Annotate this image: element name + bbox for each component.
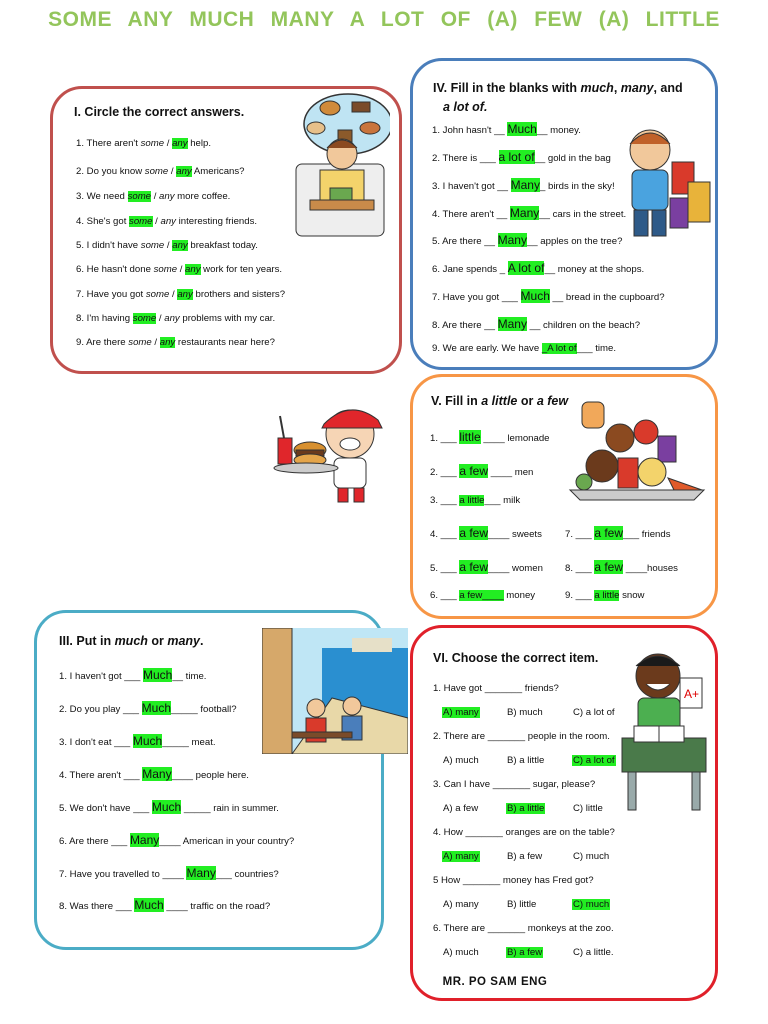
s3-item-text: 2. Do you play ___ <box>59 704 142 715</box>
s1-item-text: 9. Are there <box>76 337 129 348</box>
s4-answer: Many <box>497 317 527 331</box>
s1-option-any: any <box>159 191 175 202</box>
s4-item-text: __ cars in the street. <box>539 209 627 220</box>
s5-answer: a little <box>459 495 485 506</box>
s6-option[interactable]: B) a few <box>507 851 543 862</box>
s5-item-text: 8. ___ <box>565 563 595 574</box>
s6-question: 2. There are _______ people in the room. <box>433 731 610 742</box>
s3-answer: Much <box>134 898 164 912</box>
s1-item-sep: / <box>151 337 160 348</box>
s3-answer: Much <box>151 800 182 814</box>
s3-item <box>59 701 237 715</box>
s6-option[interactable]: B) a few <box>507 947 543 958</box>
s5-answer: a little <box>594 590 620 601</box>
s3-item <box>59 668 206 682</box>
s5-item-text: 6. ___ <box>430 590 460 601</box>
s6-option[interactable]: C) little <box>573 803 603 814</box>
s1-option-any: any <box>172 240 188 251</box>
s3-item-text: ____ American in your country? <box>159 836 295 847</box>
s3-item-text: 6. Are there ___ <box>59 836 130 847</box>
signature: MR. PO SAM ENG <box>442 976 548 988</box>
s5-item <box>565 590 644 601</box>
s4-item-text: 6. Jane spends _ <box>432 264 508 275</box>
s1-item-sep: / <box>156 313 165 324</box>
s6-option[interactable]: B) a little <box>507 803 545 814</box>
s1-item-text: help. <box>187 138 212 149</box>
s6-option[interactable]: A) many <box>443 851 479 862</box>
svg-text:A+: A+ <box>684 687 700 701</box>
s1-option-any: any <box>159 337 176 348</box>
s4-item <box>432 233 622 247</box>
s4-item <box>432 150 611 164</box>
s5-item-text: ____ women <box>488 563 543 574</box>
s1-option-any: any <box>185 264 201 275</box>
s1-item-text: restaurants near here? <box>175 337 275 348</box>
s4-item-text: 9. We are early. We have <box>432 343 542 354</box>
s5-item <box>565 526 671 540</box>
s6-option[interactable]: B) little <box>507 899 537 910</box>
s6-option[interactable]: C) much <box>573 899 610 910</box>
s6-option[interactable]: B) a little <box>507 755 545 766</box>
s6-option[interactable]: B) much <box>507 707 543 718</box>
s3-answer: Much <box>141 701 172 715</box>
s1-option-some: some <box>144 166 169 177</box>
s4-answer: Much <box>507 122 537 136</box>
s5-item-text: 2. ___ <box>430 467 460 478</box>
s1-item[interactable] <box>76 191 230 202</box>
s5-item-text: 4. ___ <box>430 529 460 540</box>
s1-item-sep: / <box>152 216 161 227</box>
s5-item-text: snow <box>619 590 645 601</box>
s6-option[interactable]: C) a lot of <box>573 755 615 766</box>
s3-item-text: 3. I don't eat ___ <box>59 737 133 748</box>
section-4-heading: IV. Fill in the blanks with much, many, and <box>433 81 683 95</box>
s1-item[interactable] <box>76 264 282 275</box>
s4-item-text: 8. Are there __ <box>432 320 498 331</box>
s3-item-text: 1. I haven't got ___ <box>59 671 143 682</box>
s1-item-sep: / <box>177 264 186 275</box>
s5-item-text: 9. ___ <box>565 590 595 601</box>
s5-item-text: 7. ___ <box>565 529 595 540</box>
s1-option-some: some <box>145 289 170 300</box>
s3-answer: Many <box>142 767 172 781</box>
boy-with-snacks-illustration <box>620 122 716 246</box>
page-title: SOME ANY MUCH MANY A LOT OF (A) FEW (A) LITTLE <box>48 8 720 31</box>
s1-option-any: any <box>164 313 180 324</box>
s1-item-sep: / <box>164 240 173 251</box>
s5-item <box>430 590 535 601</box>
s5-item-text: ___ milk <box>484 495 521 506</box>
s3-item-text: ____ traffic on the road? <box>163 901 271 912</box>
s1-option-some: some <box>127 191 152 202</box>
s3-item-text: 5. We don't have ___ <box>59 803 152 814</box>
s3-item-text: _____ rain in summer. <box>181 803 279 814</box>
food-pyramid-illustration <box>562 386 712 506</box>
s5-item-text: money <box>503 590 536 601</box>
s5-item-text: ____ sweets <box>488 529 542 540</box>
boy-in-bed-illustration <box>290 84 390 260</box>
s1-item-text: 2. Do you know <box>76 166 145 177</box>
s6-question: 4. How _______ oranges are on the table? <box>433 827 615 838</box>
s1-option-some: some <box>153 264 178 275</box>
s3-item-text: __ time. <box>172 671 207 682</box>
s1-item-text: 4. She's got <box>76 216 130 227</box>
s4-item-text: __ children on the beach? <box>526 320 641 331</box>
s4-item-text: 5. Are there __ <box>432 236 498 247</box>
s6-option[interactable]: A) many <box>443 899 479 910</box>
section-5-heading: V. Fill in a little or a few <box>431 394 569 408</box>
s1-item-sep: / <box>169 289 178 300</box>
s4-item-text: __ money at the shops. <box>544 264 645 275</box>
s5-answer: a few <box>459 464 489 478</box>
s1-item[interactable] <box>76 138 211 149</box>
s1-item[interactable] <box>76 337 275 348</box>
s4-item-text: __ bread in the cupboard? <box>549 292 665 303</box>
s5-item <box>430 526 542 540</box>
s1-item[interactable] <box>76 289 285 300</box>
s6-option[interactable]: C) a little. <box>573 947 614 958</box>
s1-item-sep: / <box>151 191 160 202</box>
s6-option[interactable]: A) much <box>443 755 479 766</box>
s1-item-text: 5. I didn't have <box>76 240 141 251</box>
s4-item <box>432 122 581 136</box>
s1-item-text: brothers and sisters? <box>192 289 286 300</box>
s5-item-text: ___ friends <box>623 529 671 540</box>
s6-option[interactable]: A) a few <box>443 803 479 814</box>
s5-item <box>565 560 678 574</box>
s5-answer: a few <box>594 560 624 574</box>
s3-answer: Many <box>186 866 216 880</box>
s4-item <box>432 317 640 331</box>
s5-item-text: ____ men <box>488 467 534 478</box>
s4-item-text: ___ time. <box>576 343 616 354</box>
s5-item <box>430 430 550 444</box>
s3-answer: Much <box>142 668 173 682</box>
s4-answer: Many <box>510 178 540 192</box>
s1-option-any: any <box>177 289 193 300</box>
s1-item[interactable] <box>76 166 245 177</box>
s6-option[interactable]: A) many <box>443 707 479 718</box>
s4-item-text: __ apples on the tree? <box>526 236 623 247</box>
s5-item <box>430 495 520 506</box>
s1-item-text: 1. There aren't <box>76 138 141 149</box>
s1-item-text: more coffee. <box>174 191 231 202</box>
s4-item-text: 7. Have you got ___ <box>432 292 521 303</box>
s6-option[interactable]: C) much <box>573 851 610 862</box>
s3-item-text: 4. There aren't ___ <box>59 770 143 781</box>
student-at-desk-illustration <box>616 642 712 814</box>
s1-option-any: any <box>160 216 176 227</box>
s4-answer: A lot of <box>507 261 545 275</box>
s1-item[interactable] <box>76 240 258 251</box>
s3-item-text: _____ football? <box>171 704 237 715</box>
s3-item <box>59 866 279 880</box>
s3-item-text: ____ people here. <box>171 770 249 781</box>
s1-option-some: some <box>128 337 152 348</box>
s3-answer: Much <box>132 734 163 748</box>
s5-item-text: ____houses <box>623 563 678 574</box>
s6-option[interactable]: C) a lot of <box>573 707 615 718</box>
beach-cafe-illustration <box>262 628 408 754</box>
s5-item-text: ____ lemonade <box>480 433 550 444</box>
s5-answer: little <box>459 430 481 444</box>
s1-item[interactable] <box>76 216 257 227</box>
s1-item-sep: / <box>168 166 177 177</box>
section-1-heading: I. Circle the correct answers. <box>74 105 245 119</box>
s3-item <box>59 767 249 781</box>
s4-item <box>432 289 665 303</box>
s4-item-text: __ gold in the bag <box>534 153 611 164</box>
s6-question: 5 How _______ money has Fred got? <box>433 875 594 886</box>
s4-item-text: 2. There is ___ <box>432 153 499 164</box>
s1-item-text: interesting friends. <box>175 216 258 227</box>
s1-option-some: some <box>132 313 157 324</box>
s1-option-any: any <box>172 138 188 149</box>
s5-item-text: 3. ___ <box>430 495 460 506</box>
s1-option-any: any <box>176 166 192 177</box>
s4-item-text: __ money. <box>536 125 581 136</box>
s1-item-text: 6. He hasn't done <box>76 264 154 275</box>
s5-item-text: 5. ___ <box>430 563 460 574</box>
s4-answer: Many <box>497 233 527 247</box>
s5-answer: a few <box>459 560 489 574</box>
s3-item <box>59 833 294 847</box>
s3-item-text: ___ countries? <box>215 869 279 880</box>
s6-question: 1. Have got _______ friends? <box>433 683 559 694</box>
s5-item <box>430 464 533 478</box>
s4-answer: Much <box>520 289 550 303</box>
s3-item <box>59 898 270 912</box>
s4-item <box>432 261 644 275</box>
kid-with-burger-illustration <box>270 394 400 506</box>
s4-item <box>432 206 626 220</box>
section-3-heading: III. Put in much or many. <box>59 634 204 648</box>
s6-question: 3. Can I have _______ sugar, please? <box>433 779 596 790</box>
s1-item-text: problems with my car. <box>179 313 276 324</box>
s1-option-some: some <box>129 216 153 227</box>
s4-answer: Many <box>509 206 540 220</box>
s3-answer: Many <box>129 833 160 847</box>
s1-item-text: Americans? <box>191 166 245 177</box>
s1-option-some: some <box>140 240 165 251</box>
s4-item-text: 4. There aren't __ <box>432 209 510 220</box>
s4-item-text: 3. I haven't got __ <box>432 181 511 192</box>
s4-item-text: _ birds in the sky! <box>539 181 615 192</box>
s6-question: 6. There are _______ monkeys at the zoo. <box>433 923 614 934</box>
s5-answer: a few <box>459 526 489 540</box>
s1-item-text: 3. We need <box>76 191 128 202</box>
s4-answer: _A lot of <box>541 343 577 354</box>
s1-item-sep: / <box>164 138 173 149</box>
s1-item-text: breakfast today. <box>187 240 258 251</box>
s3-item-text: 7. Have you travelled to ____ <box>59 869 187 880</box>
s5-answer: a few____ <box>459 590 504 601</box>
s1-item[interactable] <box>76 313 275 324</box>
s1-item-text: work for ten years. <box>200 264 283 275</box>
s5-answer: a few <box>594 526 624 540</box>
s6-option[interactable]: A) much <box>443 947 479 958</box>
s3-item <box>59 734 216 748</box>
s4-item <box>432 178 615 192</box>
s4-answer: a lot of <box>498 150 535 164</box>
s4-item-text: 1. John hasn't __ <box>432 125 508 136</box>
s3-item-text: _____ meat. <box>162 737 216 748</box>
s1-item-text: 7. Have you got <box>76 289 146 300</box>
s5-item <box>430 560 543 574</box>
s3-item-text: 8. Was there ___ <box>59 901 135 912</box>
s3-item <box>59 800 279 814</box>
s5-item-text: 1. ___ <box>430 433 460 444</box>
s4-item <box>432 343 616 354</box>
s1-option-some: some <box>140 138 165 149</box>
section-6-heading: VI. Choose the correct item. <box>433 651 599 665</box>
section-4-heading-line2: a lot of. <box>443 100 488 114</box>
s1-item-text: 8. I'm having <box>76 313 133 324</box>
